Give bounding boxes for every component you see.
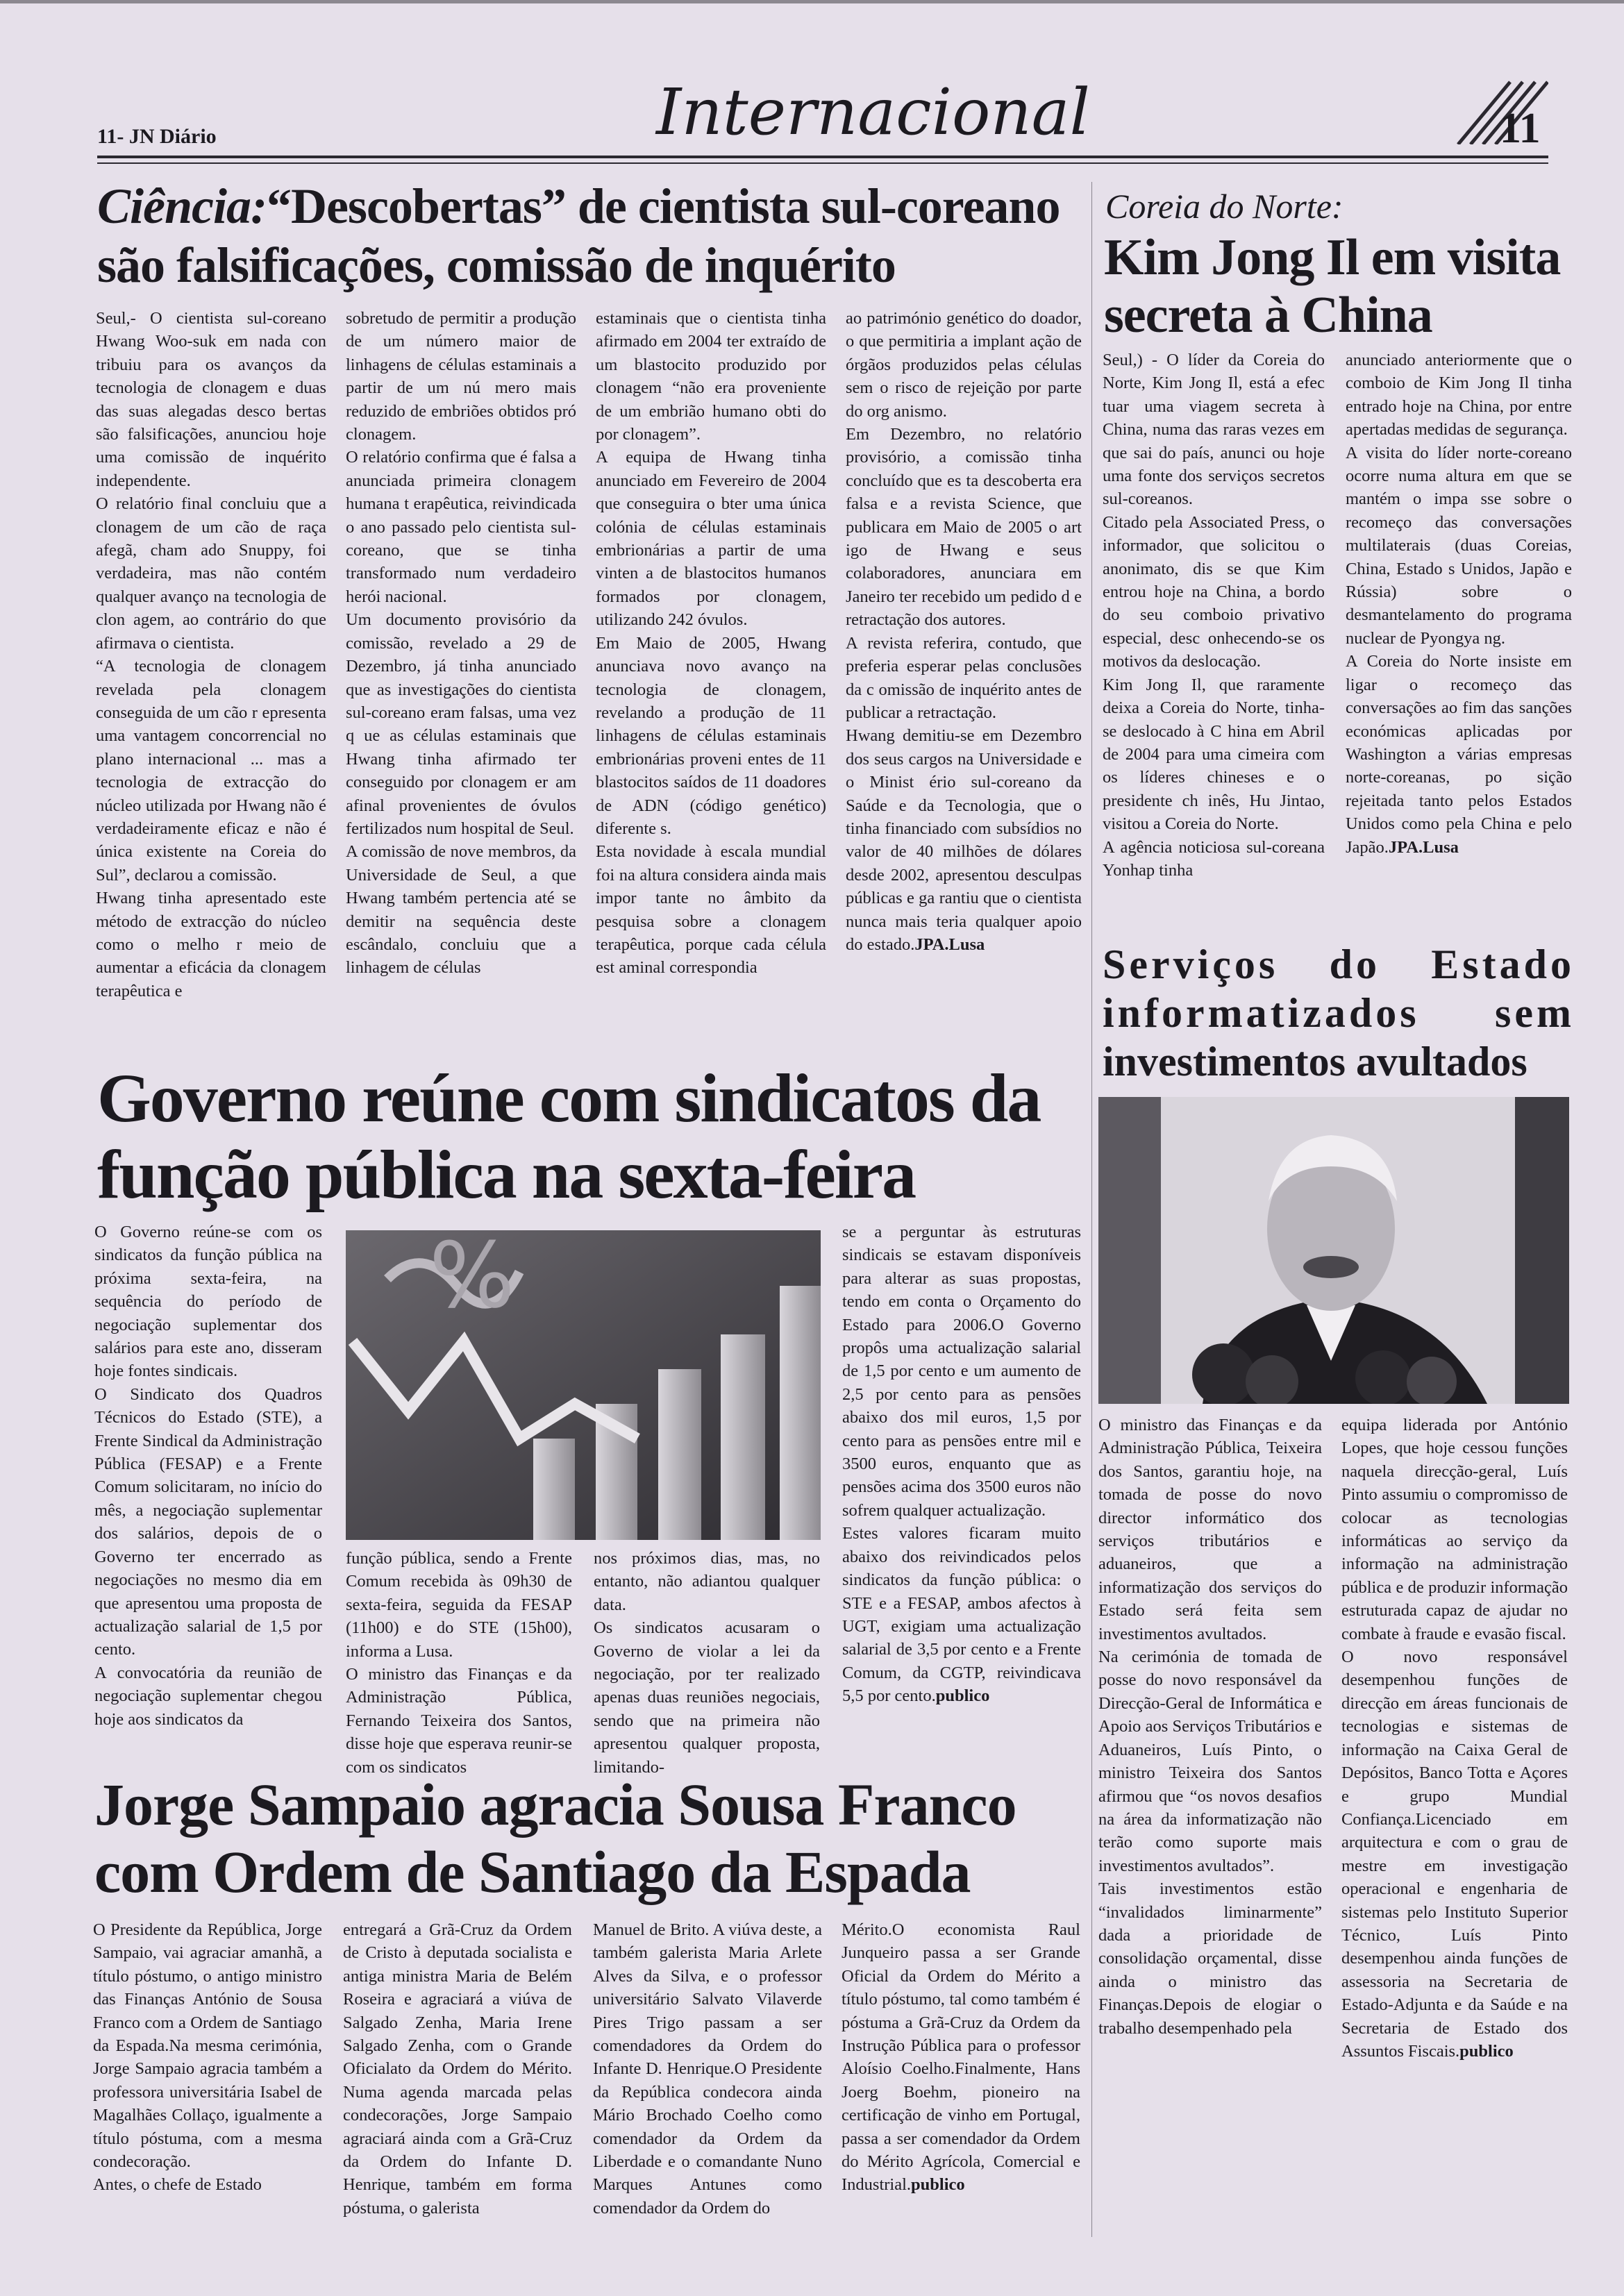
story4-column-3 <box>593 1918 822 2245</box>
story3-signoff: publico <box>935 1686 990 1706</box>
story4-col1-text: O Presidente da República, Jorge Sampaio, vai agraciar amanhã, a título póstumo, o antigo ministro das Finanças António de Sousa Franco com a Ordem de Santiago da Espada.Na mesma cerimónia, Jorge Sampaio agracia também a professora universitária Isabel de Magalhães Collaço, igualmente a título póstuma, com a mesma condecoração. Antes, o chefe de Estado <box>93 1920 322 2195</box>
story3-column-3 <box>594 1547 820 1776</box>
story3-col4-text <box>842 1221 1081 1708</box>
section-title: Internacional <box>656 75 1090 149</box>
story1-kicker: Ciência: <box>97 178 267 234</box>
story4-headline-line2: com Ordem de Santiago da Espada <box>94 1838 971 1905</box>
header-rule <box>97 156 1548 158</box>
story4-col4-text <box>842 1918 1080 2197</box>
story5-col2-text <box>1341 1414 1568 2063</box>
story3-column-2 <box>346 1547 572 1776</box>
page-label: 11- JN Diário <box>97 125 217 148</box>
header-rule-thin <box>97 162 1548 164</box>
story5-headline-line2: informatizados sem <box>1103 990 1575 1036</box>
story5-signoff: publico <box>1459 2041 1514 2061</box>
story2-col2-body: anunciado anteriormente que o comboio de Kim Jong Il tinha entrado hoje na China, por entre apertadas medidas de segurança. A visita do líder norte-coreano ocorre numa altura em que se mantém o impa sse sobre o recomeço das conversações multilaterais (duas Coreias, China, Estado s Unidos, Japão e Rússia) sobre o desmantelamento do programa nuclear de Pyongya ng. A Coreia do Norte insiste em ligar o recomeço das conversações ao fim das sanções económicas aplicadas por Washington a várias empresas norte-coreanas, po sição rejeitada tanto pelos Estados Unidos como pela China e pelo Japão. <box>1346 351 1572 857</box>
story1-col4-body: ao património genético do doador, o que permitiria a implant ação de órgãos produzidos pelas células sem o risco de rejeição por parte do org anismo. Em Dezembro, no relatório provisório, a comissão tinha concluído que es ta descoberta era falsa e a revista Science, que publicara em Maio de 2005 o art igo de Hwang e seus colaboradores, anunciara em Janeiro ter recebido um pedido d e retractação dos autores. A revista referira, contudo, que preferia esperar pelas conclusões da c omissão de inquérito antes de publicar a retractação. Hwang demitiu-se em Dezembro dos seus cargos na Universidade e o Minist ério sul-coreano da Saúde e da Tecnologia, que o tinha financiado com subsídios no valor de 40 milhões de dólares desde 2002, apresentou desculpas públicas e ga rantiu que o cientista nunca mais teria qualquer apoio do estado. <box>846 309 1082 954</box>
story3-column-1 <box>94 1221 322 1776</box>
story2-col2-text <box>1346 349 1572 859</box>
speaker-portrait-icon <box>1098 1097 1569 1404</box>
story4-column-4 <box>842 1918 1080 2245</box>
story3-headline-line1: Governo reúne com sindicatos da <box>97 1059 1041 1137</box>
story4-col2-text: entregará a Grã-Cruz da Ordem de Cristo à deputada socialista e antiga ministra Maria de Belém Roseira e agraciará a viúva de Salgado Zenha, Maria Irene Salgado Zenha, com o Grande Oficialato da Ordem do Mérito. Numa agenda marcada pelas condecorações, Jorge Sampaio agraciará ainda com a Grã-Cruz da Ordem do Infante D. Henrique, também em forma póstuma, o galerista <box>343 1920 572 2218</box>
story4-column-1 <box>93 1918 322 2245</box>
story2-column-2 <box>1346 349 1572 933</box>
story1-col3-text: estaminais que o cientista tinha afirmado em 2004 ter extraído de um blastocito produzido por clonagem “não era proveniente de um embrião humano obti do por clonagem”. A equipa de Hwang tinha anunciado em Fevereiro de 2004 que conseguira o bter uma única colónia de células estaminais embrionárias a partir de uma vinten a de blastocitos humanos formados por clonagem, utilizando 242 óvulos. Em Maio de 2005, Hwang anunciava novo avanço na tecnologia de clonagem, revelando a produção de 11 linhagens de células estaminais embrionárias proveni entes de 11 blastocitos saídos de 11 doadores de ADN (código genético) diferente s. Esta novidade à escala mundial foi na altura considera ainda mais impor tante no âmbito da pesquisa sobre a clonagem terapêutica, porque cada célula est aminal correspondia <box>596 309 826 978</box>
story4-column-2 <box>343 1918 572 2245</box>
story1-column-3 <box>596 307 826 1065</box>
story4-col4-body: Mérito.O economista Raul Junqueiro passa a ser Grande Oficial da Ordem do Mérito a título póstumo, tal como também é póstuma a Grã-Cruz da Ordem da Instrução Pública para o professor Aloísio Coelho.Finalmente, Hans Joerg Boehm, pioneiro na certificação de vinho em Portugal, passa a ser comendador da Ordem do Mérito Agrícola, Comercial e Industrial. <box>842 1920 1080 2195</box>
story1-column-4 <box>846 307 1082 1065</box>
story1-column-2 <box>346 307 576 1065</box>
story3-col1-text: O Governo reúne-se com os sindicatos da função pública na próxima sexta-feira, na sequência do período de negociação suplementar dos salários para este ano, disseram hoje fontes sindicais. O Sindicato dos Quadros Técnicos do Estado (STE), a Frente Sindical da Administração Pública (FESAP) e a Frente Comum solicitaram, no início do mês, a negociação suplementar dos salários, depois de o Governo ter encerrado as negociações no mesmo dia em que apresentou uma proposta de actualização salarial de 1,5 por cento. A convocatória da reunião de negociação suplementar chegou hoje aos sindicatos da <box>94 1223 322 1729</box>
bar-chart-photo <box>346 1230 821 1540</box>
story5-col2-body: equipa liderada por António Lopes, que hoje cessou funções naquela direcção-geral, Luís Pinto assumiu o compromisso de colocar as tecnologias informáticas ao serviço da informação na administração pública e de produzir informação estruturada capaz de ajudar no combate à fraude e evasão fiscal. O novo responsável desempenhou funções de direcção em áreas funcionais de tecnologias e sistemas de informação na Caixa Geral de Depósitos, Banco Totta e Açores e grupo Mundial Confiança.Licenciado em arquitectura e com o grau de mestre em investigação operacional e engenharia de sistemas pelo Instituto Superior Técnico, Luís Pinto desempenhou ainda funções de assessoria na Secretaria de Estado-Adjunta e da Saúde e na Secretaria de Estado dos Assuntos Fiscais. <box>1341 1416 1568 2061</box>
story1-col4-text <box>846 307 1082 956</box>
story1-headline-line1: “Descobertas” de cientista sul-coreano <box>266 178 1060 234</box>
story5-headline-line1: Serviços do Estado <box>1103 941 1575 987</box>
graph-illustration-icon <box>346 1230 821 1540</box>
story1-headline-line2: são falsificações, comissão de inquérito <box>97 237 896 293</box>
story1-column-1 <box>96 307 326 1065</box>
story5-column-1 <box>1098 1414 1322 2244</box>
story3-column-4 <box>842 1221 1081 1776</box>
story4-col3-text: Manuel de Brito. A viúva deste, a também galerista Maria Arlete Alves da Silva, e o professor universitário Salvato Vilaverde Pires Trigo passam a ser comendadores da Ordem do Infante D. Henrique.O Presidente da República condecora ainda Mário Brochado Coelho como comendador da Ordem da Liberdade e o comandante Nuno Marques Antunes como comendador da Ordem do <box>593 1920 822 2218</box>
story5-headline-line3: investimentos avultados <box>1103 1039 1527 1084</box>
story3-col4-body: se a perguntar às estruturas sindicais se estavam disponíveis para alterar as suas propostas, tendo em conta o Orçamento do Estado para 2006.O Governo propôs uma actualização salarial de 1,5 por cento e um aumento de 2,5 por cento para as pensões abaixo dos mil euros, 1,5 por cento para as pensões entre mil e 3500 euros, enquanto que as pensões acima dos 3500 euros não sofrem qualquer actualização. Estes valores ficaram muito abaixo dos reivindicados pelos sindicatos da função pública: o STE e a FESAP, ambos afectos à UGT, exigiam uma actualização salarial de 3,5 por cento e a Frente Comum, da CGTP, reivindicava 5,5 por cento. <box>842 1223 1081 1706</box>
page-number: 11 <box>1500 105 1541 152</box>
story2-kicker: Coreia do Norte: <box>1105 187 1343 226</box>
story5-col1-text: O ministro das Finanças e da Administração Pública, Teixeira dos Santos, garantiu hoje, na tomada de posse do novo director informático dos serviços tributários e aduaneiros, que a informatização dos serviços do Estado será feita sem investimentos avultados. Na cerimónia de tomada de posse do novo responsável da Direcção-Geral de Informática e Apoio aos Serviços Tributários e Aduaneiros, Luís Pinto, o ministro Teixeira dos Santos afirmou que “os novos desafios na área da informatização não terão como suporte mais investimentos avultados”. Tais investimentos estão “invalidados liminarmente” dada a prioridade de consolidação orçamental, disse ainda o ministro das Finanças.Depois de elogiar o trabalho desempenhado pela <box>1098 1416 1322 2038</box>
story2-col1-text: Seul,) - O líder da Coreia do Norte, Kim Jong Il, está a efec tuar uma viagem secreta à China, numa das raras vezes em que sai do país, anunci ou hoje uma fonte dos serviços secretos sul-coreanos. Citado pela Associated Press, o informador, que solicitou o anonimato, dis se que Kim entrou hoje na China, a bordo do seu comboio privativo especial, desc onhecendo-se os motivos da deslocação. Kim Jong Il, que raramente deixa a Coreia do Norte, tinha-se deslocado à C hina em Abril de 2004 para uma cimeira com os líderes chineses e o presidente ch inês, Hu Jintao, visitou a Coreia do Norte. A agência noticiosa sul-coreana Yonhap tinha <box>1103 351 1325 880</box>
story4-headline-line1: Jorge Sampaio agracia Sousa Franco <box>94 1771 1016 1838</box>
story3-headline-line2: função pública na sexta-feira <box>97 1136 916 1213</box>
story1-col2-text: sobretudo de permitir a produção de um número maior de linhagens de células estaminais a partir de um nú mero mais reduzido de embriões obtidos pró clonagem. O relatório confirma que é falsa a anunciada primeira clonagem humana t erapêutica, reivindicada o ano passado pelo cientista sul-coreano, que se tinha transformado num verdadeiro herói nacional. Um documento provisório da comissão, revelado a 29 de Dezembro, já tinha anunciado que as investigações do cientista sul-coreano eram falsas, uma vez q ue as células estaminais que Hwang tinha afirmado ter conseguido por clonagem er am afinal provenientes de óvulos fertilizados num hospital de Seul. A comissão de nove membros, da Universidade de Seul, a que Hwang também pertencia até se demitir na sequência deste escândalo, concluiu que a linhagem de células <box>346 309 576 978</box>
story5-column-2 <box>1341 1414 1568 2244</box>
story2-signoff: JPA.Lusa <box>1388 837 1459 857</box>
svg-text:%: % <box>429 1230 515 1328</box>
story1-signoff: JPA.Lusa <box>914 935 985 954</box>
story2-headline: Kim Jong Il em visita secreta à China <box>1104 229 1561 344</box>
story4-signoff: publico <box>911 2175 965 2195</box>
story3-col3-text: nos próximos dias, mas, no entanto, não adiantou qualquer data. Os sindicatos acusaram o Governo de violar a lei da negociação, por ter realizado apenas duas reuniões negociais, sendo que na primeira não apresentou qualquer proposta, limitando- <box>594 1549 820 1776</box>
top-border <box>0 0 1624 3</box>
story3-col2-text: função pública, sendo a Frente Comum recebida às 09h30 de sexta-feira, seguida da FESAP (11h00) e do STE (15h00), informa a Lusa. O ministro das Finanças e da Administração Pública, Fernando Teixeira dos Santos, disse hoje que esperava reunir-se com os sindicatos <box>346 1549 572 1776</box>
minister-photo <box>1098 1097 1569 1404</box>
story1-col1-text: Seul,- O cientista sul-coreano Hwang Woo-suk em nada con tribuiu para os avanços da tecnologia de clonagem e duas das suas alegadas desco bertas são falsificações, anunciou hoje uma comissão de inquérito independente. O relatório final concluiu que a clonagem de um cão de raça afegã, cham ado Snuppy, foi verdadeira, mas não contém qualquer avanço na tecnologia de clon agem, ao contrário do que afirmava o cientista. “A tecnologia de clonagem revelada pela clonagem conseguida de um cão r epresenta uma vantagem concorrencial no plano internacional ... mas a tecnologia de extracção do núcleo utilizada por Hwang não é verdadeiramente eficaz e não é única existente na Coreia do Sul”, declarou a comissão. Hwang tinha apresentado este método de extracção do núcleo como o melho r meio de aumentar a eficácia da clonagem terapêutica e <box>96 309 326 1000</box>
story2-column-1 <box>1103 349 1325 933</box>
story1-headline <box>97 178 1097 234</box>
